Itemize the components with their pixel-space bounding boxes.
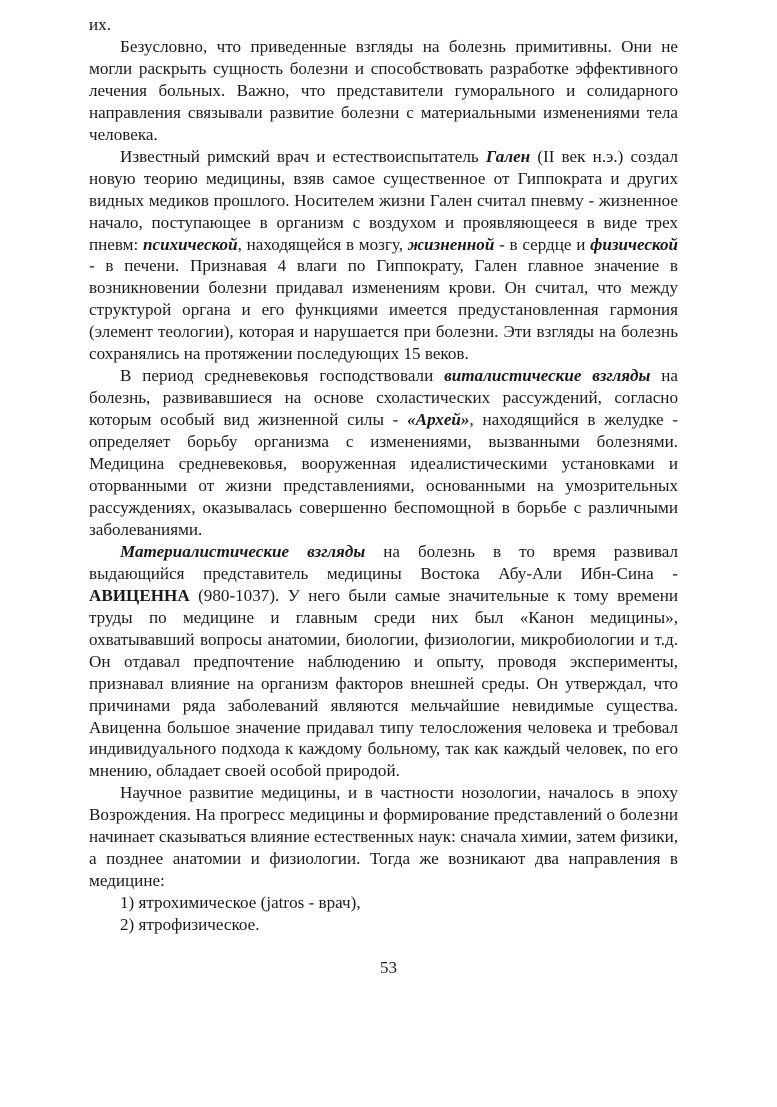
document-page (89, 14, 678, 936)
paragraph-3: В период средневековья господствовали виталистические взгляды на болезнь, развивавшиеся на основе схоластических рассуждений, согласно которым особый вид жизненной силы - «Архей», находящийся в желудке - определяет борьбу организма с изменениями, вызванными болезнями. Медицина средневековья, вооруженная идеалистическими установками и оторванными от жизни представлениями, основанными на умозрительных рассуждениях, оказывалась совершенно беспомощной в борьбе с различными заболеваниями. (89, 366, 678, 539)
term-archeus: «Архей» (407, 410, 470, 430)
top-fragment: их. (89, 15, 111, 34)
paragraph-2: Известный римский врач и естествоиспытатель Гален (II век н.э.) создал новую теорию медицины, взяв самое существенное от Гиппократа и других видных медиков прошлого. Носителем жизни Гален считал пневму - жизненное начало, поступающее в организм с воздухом и проявляющееся в виде трех пневм: психической, находящейся в мозгу, жизненной - в сердце и физической - в печени. Признавая 4 влаги по Гиппократу, Гален главное значение в возникновении болезни придавал изменениям крови. Он считал, что между структурой органа и его функциями имеется предустановленная гармония (элемент теологии), которая и нарушается при болезни. Эти взгляды на болезнь сохранялись на протяжении последующих 15 веков. (89, 146, 678, 364)
term-materialistic-views: Материалистические взгляды (120, 541, 366, 561)
term-avicenna: АВИЦЕННА (89, 585, 190, 605)
paragraph-1: Безусловно, что приведенные взгляды на болезнь примитивны. Они не могли раскрыть сущность болезни и способствовать разработке эффективного лечения больных. Важно, что представители гуморального и солидарного направления связывали развитие болезни с материальными изменениями тела человека. (89, 36, 678, 144)
paragraph-5: Научное развитие медицины, и в частности нозологии, началось в эпоху Возрождения. На прогресс медицины и формирование представлений о болезни начинает сказываться влияние естественных наук: сначала химии, затем физики, а позднее анатомии и физиологии. Тогда же возникают два направления в медицине: (89, 783, 678, 891)
list-item: 2) ятрофизическое. (120, 915, 260, 935)
term-vital: жизненной (407, 234, 495, 254)
list-item: 1) ятрохимическое (jatros - врач), (120, 893, 361, 913)
paragraph-4: Материалистические взгляды на болезнь в то время развивал выдающийся представитель медицины Востока Абу-Али Ибн-Сина - АВИЦЕННА (980-1037). У него были самые значительные к тому времени труды по медицине и главным среди них был «Канон медицины», охватывавший вопросы анатомии, биологии, физиологии, микробиологии и т.д. Он отдавал предпочтение наблюдению и опыту, проводя эксперименты, признавал влияние на организм факторов внешней среды. Он утверждал, что причинами ряда заболеваний являются мельчайшие невидимые существа. Авиценна большое значение придавал типу телосложения человека и требовал индивидуального подхода к каждому больному, так как каждый человек, по его мнению, обладает своей особой природой. (89, 541, 678, 781)
term-vitalistic-views: виталистические взгляды (444, 366, 651, 386)
term-galen: Гален (485, 146, 531, 166)
term-psychic: психической (142, 234, 238, 254)
term-physical: физической (590, 234, 678, 254)
page-number: 53 (380, 958, 397, 977)
